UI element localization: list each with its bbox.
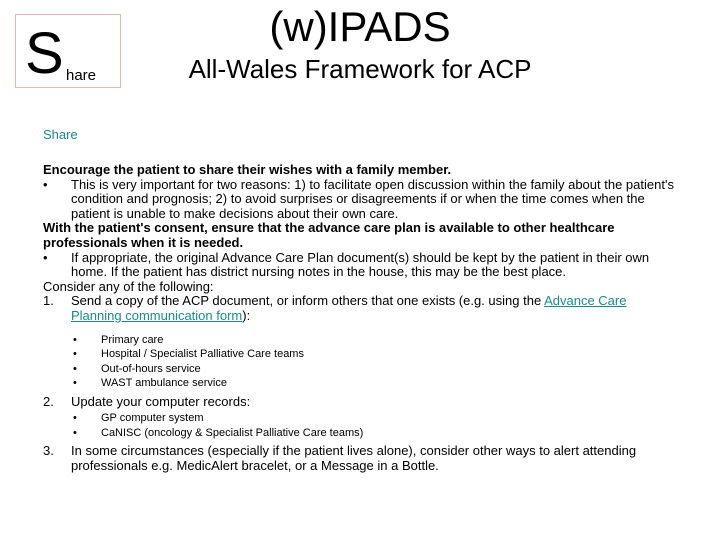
item1-sublist (73, 333, 675, 391)
bullet-item (43, 251, 675, 280)
list-item (73, 426, 675, 441)
bullet-item (43, 178, 675, 222)
list-item-text: Hospital / Specialist Palliative Care teams (101, 348, 304, 361)
logo-initial: S (25, 21, 64, 86)
share-logo (15, 14, 121, 88)
bullet-marker: • (73, 426, 77, 439)
list-item-text: GP computer system (101, 412, 204, 425)
numbered-item-1 (43, 294, 675, 323)
list-item (73, 411, 675, 426)
bullet-marker: • (73, 348, 77, 361)
item-number: 3. (43, 443, 54, 459)
consider-text: Consider any of the following: (43, 278, 214, 294)
intro-text: Encourage the patient to share their wishes with a family member. (43, 162, 452, 177)
bullet-marker: • (73, 377, 77, 390)
bullet-text: This is very important for two reasons: 1) to facilitate open discussion within the family about the patient's condition and prognosis; 2) to avoid surprises or disagreements if or when the time comes when the patient is unable to make decisions about their own care. (71, 176, 674, 221)
list-item-text: Out-of-hours service (101, 362, 201, 375)
bullet-marker: • (43, 176, 48, 192)
logo-rest: hare (66, 67, 97, 84)
page-subtitle: All-Wales Framework for ACP (188, 54, 532, 84)
item-text (71, 294, 675, 323)
consent-text: With the patient's consent, ensure that the advance care plan is available to other healthcare professionals when it is needed. (43, 220, 615, 250)
acp-communication-form-link[interactable]: Advance Care Planning communication form (71, 293, 627, 323)
bullet-text: If appropriate, the original Advance Care Plan document(s) should be kept by the patient in their own home. If the patient has district nursing notes in the house, this may be the best place. (71, 249, 650, 280)
item1-text: Send a copy of the ACP document, or inform others that one exists (e.g. using the (71, 293, 545, 309)
bullet-marker: • (73, 412, 77, 425)
bullet-marker: • (73, 362, 77, 375)
item-text: Update your computer records: (71, 393, 251, 409)
list-item (73, 333, 675, 348)
content-body (43, 163, 675, 473)
bullet-marker: • (43, 249, 48, 265)
list-item-text: Primary care (101, 333, 164, 346)
numbered-item-3 (43, 444, 675, 473)
item-number: 2. (43, 393, 54, 409)
item-number: 1. (43, 293, 54, 309)
item1-end: ): (242, 307, 251, 323)
numbered-item-2 (43, 395, 675, 410)
list-item-text: WAST ambulance service (101, 377, 227, 390)
item2-sublist (73, 411, 675, 440)
page-title: (w)IPADS (269, 3, 451, 50)
item-text: In some circumstances (especially if the patient lives alone), consider other ways to alert attending professionals e.g. MedicAlert bracelet, or a Message in a Bottle. (71, 443, 637, 473)
list-item (73, 362, 675, 377)
list-item (73, 376, 675, 391)
list-item (73, 347, 675, 362)
bullet-marker: • (73, 333, 77, 346)
section-title: Share (43, 127, 78, 142)
list-item-text: CaNISC (oncology & Specialist Palliative Care teams) (101, 426, 364, 439)
